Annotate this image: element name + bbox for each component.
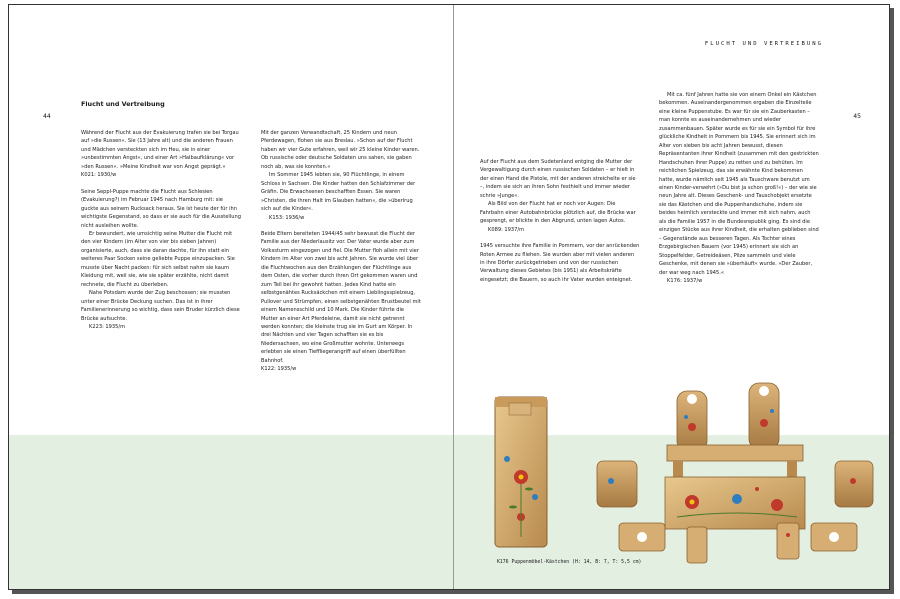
text-column-1 [81, 129, 241, 331]
doll-furniture-photo [487, 377, 877, 577]
paragraph: Er bewundert, wie umsichtig seine Mutter die Flucht mit den vier Kindern (im Alter von vier bis sieben Jahren) organisierte, auch, dass sie daran dachte, für ihn statt ein weiteres Paar Socken seine geliebte Puppe einzupacken. Sie musste über Nacht packen: für sich selbst nahm sie kaum Kleidung mit, weil sie, wie sie später erzählte, nicht damit rechnete, die Flucht zu überleben. [81, 230, 235, 288]
paragraph: Mit der ganzen Verwandtschaft, 25 Kindern und neun Pferdewagen, flohen sie aus Breslau. »Schon auf der Flucht haben wir vier Gute erfahren, weil wir 25 kleine Kinder waren. Ob russische oder deutsche Soldaten uns sahen, sie gaben noch ab, was sie konnten.« [261, 130, 420, 170]
running-head: FLUCHT UND VERTREIBUNG [704, 41, 823, 47]
bench [665, 477, 805, 529]
reference: K122: 1935/w [261, 366, 297, 373]
stool-right [835, 461, 873, 507]
block-4 [811, 523, 857, 551]
paragraph: Als Bild von der Flucht hat er noch vor Augen: Die Fahrbahn einer Autobahnbrücke plötzlich auf, die Brücke war gesprengt, er blickte in den Abgrund, unten lagen Autos. K089: 1937/m [480, 200, 640, 234]
block-3 [777, 523, 799, 559]
paragraph: Mit ca. fünf Jahren hatte sie von einem Onkel ein Kästchen bekommen. Auseinandergenommen ergaben die Einzelteile eine kleine Puppenstube. Es war für sie ein Zauberkasten – man konnte es auseinandernehmen und wieder zusammenbauen. Später wurde es für sie ein Symbol für ihre glückliche Kindheit in Pommern bis 1945. Sie erinnert sich im Alter von sieben bis acht Jahren bewusst, diesen Repräsentanten ihrer Kindheit (zusammen mit den gestrickten Handschuhen ihrer Puppe) zu retten und zu behüten. Im reichlichen Spielzeug, das sie erwähnte Kind bekommen hatte, wurde nämlich seit 1945 als Tauschware benutzt um einen Kinder-verwehrt (»Du bist ja schon groß!«) – der wie sie neun Jahre alt. Dieses Geschenk- und Tauschobjekt ersetzte sie das Kästchen und die Puppenhandschuhe, indem sie beides heimlich versteckte und immer mit sich nahm, auch als die Familie 1957 in die Bundesrepublik ging. Es sind die einzigen Stücke aus ihrer Kindheit, die erhalten geblieben sind – Gegenstände aus besseren Tagen. Als Tochter eines Erzgebirgischen Bauern (vor 1945) erinnert sie sich an Stoppelfelder, Getreideäsen, Pilze sammeln und viele Geschenke, mit denen sie »überhäuft« wurde. »Der Zauber, der war weg nach 1945.« K176: 1937/w [659, 92, 819, 284]
page-number-right: 45 [853, 112, 861, 120]
photo-caption: K176 Puppenmöbel-Kästchen (H: 14, B: 7, T: 5,5 cm) [497, 560, 642, 565]
paragraph: 1945 versuchte ihre Familie in Pommern, vor der anrückenden Roten Armee zu fliehen. Sie wurden aber mit vielen anderen in ihre Dörfer zurückgetrieben und von der russischen Verwaltung dieses Gebietes (bis 1951) als Arbeitskräfte eingesetzt; die Bauern, so auch ihr Vater wurden enteignet. [480, 243, 640, 283]
reference: K223: 1935/m [89, 323, 126, 330]
text-column-2 [261, 129, 421, 382]
block-1 [619, 523, 665, 551]
paragraph: Im Sommer 1945 lebten sie, 90 Flüchtlinge, in einem Schloss in Sachsen. Die Kinder hatten den Schlafzimmer der Gräfin. Die Erwachsenen beschafften Essen. Sie waren »Christen, die ihren Halt im Glauben hatten«, die »überlrug sich auf die Kinder«. K153: 1936/w [261, 171, 421, 222]
text-column-3 [480, 158, 640, 292]
text-column-4 [659, 91, 819, 285]
block-2 [687, 527, 707, 563]
reference: K153: 1936/w [269, 214, 305, 221]
tall-box [495, 397, 547, 547]
chair-left [677, 391, 707, 451]
book-spread [8, 4, 890, 590]
paragraph: Während der Flucht aus der Evakuierung trafen sie bei Torgau auf »die Russen«. Sie (13 Jahre alt) und die anderen Frauen und Mädchen versteckten sich im Heu, sie in einer »unbestimmten Angst«, und einer Art »Halbaufklärung« vor »den Russen«. »Meine Kindheit war von Angst geprägt.« K021: 1930/w [81, 129, 241, 180]
reference: K176: 1937/w [667, 277, 703, 284]
paragraph: Seine Seppl-Puppe machte die Flucht aus Schlesien (Evakuierung?) im Februar 1945 nach Hamburg mit: sie guckte aus seinem Rucksack heraus. Sie ist heute der für ihn wichtigste Gegenstand, so dass er sie auch für die Ausstellung nicht ausleihen wollte. [81, 188, 241, 229]
chair-right [749, 383, 779, 449]
paragraph: Beide Eltern bereiteten 1944/45 sehr bewusst die Flucht der Familie aus der Niederlausitz vor. Der Vater wurde aber zum Volkssturm eingezogen und fiel. Die Mutter floh allein mit vier Kindern im Alter von zwei bis acht Jahren. Sie wurde viel über die Fluchtwochen aus den Erzählungen der Flüchtlinge aus dem Osten, die vorher durch ihren Ort gekommen waren und zum Teil bei ihr gewohnt hatten. Jedes Kind hatte ein selbstgenähtes Rucksäckchen mit einem Lieblingsspielzeug, Pullover und Strümpfen, einen selbstgenähten Brustbeutel mit einem Namensschild und 10 Mark. Die Kinder führte die Mutter an einer Art Pferdeleine, damit sie nicht getrennt werden konnten; die kleinste trug sie im Gurt am Körper. In drei Nächten und vier Tagen schafften sie es bis Niedersachsen, wo eine Großmutter wohnte. Unterwegs erlebten sie einen Tieffliegerangriff auf einen überfüllten Bahnhof. K122: 1935/w [261, 230, 421, 373]
page-gutter [453, 5, 454, 589]
section-heading: Flucht und Vertreibung [81, 100, 165, 108]
reference: K021: 1930/w [81, 172, 117, 179]
page-number-left: 44 [43, 112, 51, 120]
paragraph: Nahe Potsdam wurde der Zug beschossen; sie mussten unter einer Brücke Deckung suchen. Das ist in ihrer Familienerinnerung so wichtig, dass sein Bruder kürzlich diese Brücke aufsuchte. K223: 1935/m [81, 290, 240, 330]
paragraph: Auf der Flucht aus dem Sudetenland entging die Mutter der Vergewaltigung durch einen russischen Soldaten – er hielt in der einen Hand die Pistole, mit der anderen streichelte er sie –, indem sie sich an ihren Sohn festhielt und immer wieder schrie »Junge«. [480, 159, 636, 199]
stool-left [597, 461, 637, 507]
reference: K089: 1937/m [488, 226, 525, 233]
